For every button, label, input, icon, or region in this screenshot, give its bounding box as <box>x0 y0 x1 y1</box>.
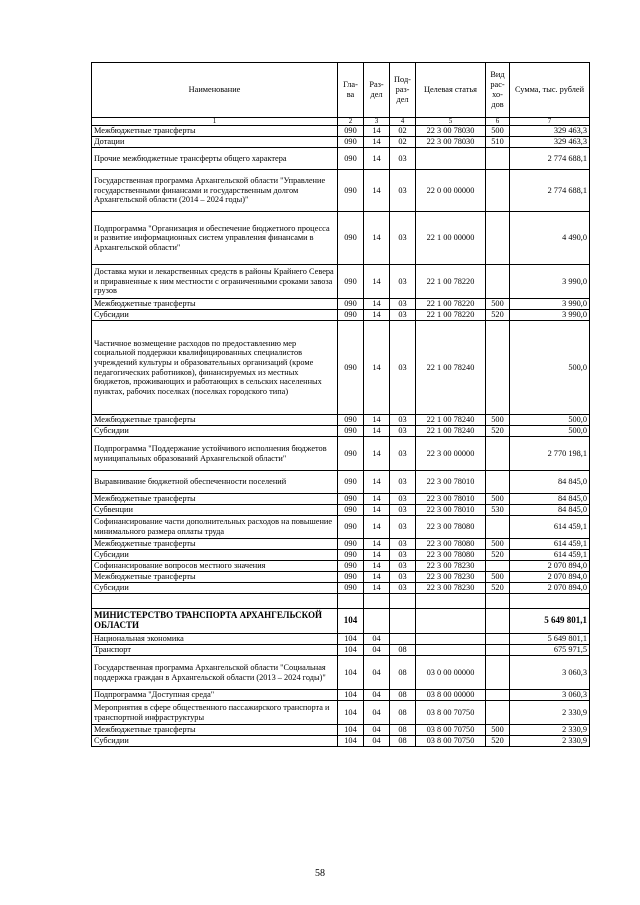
column-number: 5 <box>416 118 486 126</box>
row-section <box>364 594 390 609</box>
column-number: 3 <box>364 118 390 126</box>
row-expense-type: 500 <box>486 725 510 736</box>
row-chapter: 090 <box>338 494 364 505</box>
row-amount: 500,0 <box>510 321 590 415</box>
row-name: Межбюджетные трансферты <box>92 126 338 137</box>
table-row <box>92 539 590 550</box>
row-expense-type <box>486 594 510 609</box>
table-row <box>92 321 590 415</box>
row-name: Субвенции <box>92 505 338 516</box>
row-amount: 3 060,3 <box>510 656 590 690</box>
row-target <box>416 645 486 656</box>
row-section: 14 <box>364 265 390 299</box>
row-target: 03 8 00 70750 <box>416 725 486 736</box>
row-section: 14 <box>364 212 390 265</box>
row-expense-type: 520 <box>486 426 510 437</box>
budget-table <box>91 62 590 747</box>
row-subsection: 03 <box>390 583 416 594</box>
row-expense-type: 500 <box>486 539 510 550</box>
row-chapter: 090 <box>338 212 364 265</box>
table-row <box>92 212 590 265</box>
row-chapter: 090 <box>338 583 364 594</box>
row-section: 14 <box>364 494 390 505</box>
column-number: 2 <box>338 118 364 126</box>
row-expense-type <box>486 645 510 656</box>
row-name: Субсидии <box>92 426 338 437</box>
table-row <box>92 148 590 170</box>
row-target <box>416 148 486 170</box>
table-row <box>92 550 590 561</box>
table-row <box>92 437 590 471</box>
row-subsection: 03 <box>390 561 416 572</box>
row-name: МИНИСТЕРСТВО ТРАНСПОРТА АРХАНГЕЛЬСКОЙ ОБЛАСТИ <box>92 609 338 634</box>
row-expense-type: 500 <box>486 494 510 505</box>
row-name: Государственная программа Архангельской области "Социальная поддержка граждан в Архангельской области (2013 – 2024 годы)" <box>92 656 338 690</box>
row-amount: 500,0 <box>510 415 590 426</box>
row-expense-type: 500 <box>486 126 510 137</box>
row-expense-type: 520 <box>486 310 510 321</box>
row-name: Субсидии <box>92 736 338 747</box>
row-target: 03 0 00 00000 <box>416 656 486 690</box>
row-amount: 3 990,0 <box>510 299 590 310</box>
row-amount: 329 463,3 <box>510 126 590 137</box>
row-target: 22 1 00 78220 <box>416 299 486 310</box>
row-amount: 2 070 894,0 <box>510 583 590 594</box>
row-chapter: 090 <box>338 265 364 299</box>
row-amount: 614 459,1 <box>510 539 590 550</box>
page-number: 58 <box>315 868 325 879</box>
row-amount: 4 490,0 <box>510 212 590 265</box>
row-amount: 3 990,0 <box>510 310 590 321</box>
row-target: 22 1 00 00000 <box>416 212 486 265</box>
row-name: Подпрограмма "Организация и обеспечение бюджетного процесса и развитие информационных систем управления финансами в Архангельской области" <box>92 212 338 265</box>
row-name: Субсидии <box>92 583 338 594</box>
row-section: 04 <box>364 690 390 701</box>
row-name: Выравнивание бюджетной обеспеченности поселений <box>92 471 338 494</box>
row-expense-type <box>486 656 510 690</box>
row-section: 14 <box>364 310 390 321</box>
row-expense-type: 520 <box>486 550 510 561</box>
row-subsection: 03 <box>390 299 416 310</box>
row-target: 03 8 00 70750 <box>416 701 486 725</box>
row-chapter: 104 <box>338 609 364 634</box>
row-target: 22 3 00 78010 <box>416 471 486 494</box>
table-row <box>92 137 590 148</box>
row-expense-type <box>486 148 510 170</box>
row-subsection: 08 <box>390 725 416 736</box>
row-amount: 84 845,0 <box>510 505 590 516</box>
column-number-row <box>92 118 590 126</box>
row-subsection: 02 <box>390 137 416 148</box>
header-row <box>92 63 590 118</box>
header-subsection: Под-раз-дел <box>390 63 416 118</box>
row-name: Подпрограмма "Поддержание устойчивого исполнения бюджетов муниципальных образований Архангельской области" <box>92 437 338 471</box>
table-row <box>92 126 590 137</box>
table-row <box>92 561 590 572</box>
row-section: 14 <box>364 583 390 594</box>
row-chapter: 090 <box>338 572 364 583</box>
table-row <box>92 645 590 656</box>
row-subsection: 08 <box>390 656 416 690</box>
table-row <box>92 725 590 736</box>
row-expense-type <box>486 170 510 212</box>
row-amount: 614 459,1 <box>510 516 590 539</box>
row-target <box>416 594 486 609</box>
row-name: Национальная экономика <box>92 634 338 645</box>
table-row <box>92 415 590 426</box>
table-row <box>92 310 590 321</box>
row-expense-type <box>486 634 510 645</box>
row-chapter: 104 <box>338 634 364 645</box>
row-section <box>364 609 390 634</box>
row-subsection: 08 <box>390 645 416 656</box>
row-target <box>416 634 486 645</box>
row-amount: 3 990,0 <box>510 265 590 299</box>
row-amount: 614 459,1 <box>510 550 590 561</box>
header-target: Целевая статья <box>416 63 486 118</box>
row-amount: 2 330,9 <box>510 725 590 736</box>
header-amount: Сумма, тыс. рублей <box>510 63 590 118</box>
row-chapter: 090 <box>338 505 364 516</box>
row-expense-type: 520 <box>486 736 510 747</box>
row-chapter <box>338 594 364 609</box>
table-row <box>92 426 590 437</box>
table-row <box>92 656 590 690</box>
row-amount: 2 774 688,1 <box>510 148 590 170</box>
row-section: 14 <box>364 415 390 426</box>
row-name: Дотации <box>92 137 338 148</box>
row-section: 14 <box>364 561 390 572</box>
row-name: Межбюджетные трансферты <box>92 494 338 505</box>
row-section: 14 <box>364 516 390 539</box>
row-chapter: 090 <box>338 539 364 550</box>
row-chapter: 090 <box>338 299 364 310</box>
row-expense-type: 500 <box>486 572 510 583</box>
table-row <box>92 609 590 634</box>
row-chapter: 090 <box>338 310 364 321</box>
row-amount <box>510 594 590 609</box>
row-subsection: 03 <box>390 321 416 415</box>
table-row <box>92 572 590 583</box>
row-name: Государственная программа Архангельской области "Управление государственными финансами и государственным долгом Архангельской области (2014 – 2024 годы)" <box>92 170 338 212</box>
row-amount: 2 330,9 <box>510 736 590 747</box>
row-amount: 84 845,0 <box>510 494 590 505</box>
table-row <box>92 170 590 212</box>
table-row <box>92 701 590 725</box>
row-chapter: 090 <box>338 437 364 471</box>
row-amount: 2 330,9 <box>510 701 590 725</box>
row-chapter: 090 <box>338 321 364 415</box>
row-amount: 329 463,3 <box>510 137 590 148</box>
row-chapter: 104 <box>338 701 364 725</box>
row-section: 14 <box>364 148 390 170</box>
row-expense-type: 530 <box>486 505 510 516</box>
table-row <box>92 516 590 539</box>
row-section: 14 <box>364 321 390 415</box>
row-name: Межбюджетные трансферты <box>92 725 338 736</box>
row-section: 14 <box>364 170 390 212</box>
row-amount: 675 971,5 <box>510 645 590 656</box>
row-expense-type <box>486 321 510 415</box>
row-subsection: 03 <box>390 494 416 505</box>
row-subsection: 03 <box>390 426 416 437</box>
row-expense-type <box>486 609 510 634</box>
row-amount: 84 845,0 <box>510 471 590 494</box>
row-name: Субсидии <box>92 550 338 561</box>
header-expense-type: Вид рас-хо-дов <box>486 63 510 118</box>
row-chapter: 090 <box>338 516 364 539</box>
header-name: Наименование <box>92 63 338 118</box>
row-name: Софинансирование вопросов местного значения <box>92 561 338 572</box>
row-chapter: 090 <box>338 170 364 212</box>
row-section: 04 <box>364 634 390 645</box>
row-target: 22 1 00 78240 <box>416 415 486 426</box>
row-target: 22 3 00 78230 <box>416 583 486 594</box>
row-chapter: 090 <box>338 148 364 170</box>
row-expense-type: 520 <box>486 583 510 594</box>
row-target: 22 3 00 78010 <box>416 505 486 516</box>
row-section: 04 <box>364 736 390 747</box>
row-section: 14 <box>364 426 390 437</box>
row-chapter: 104 <box>338 656 364 690</box>
row-expense-type: 500 <box>486 415 510 426</box>
row-expense-type <box>486 437 510 471</box>
row-section: 14 <box>364 550 390 561</box>
row-section: 14 <box>364 437 390 471</box>
row-expense-type <box>486 701 510 725</box>
row-name: Доставка муки и лекарственных средств в районы Крайнего Севера и приравненные к ним местности с ограниченными сроками завоза грузов <box>92 265 338 299</box>
row-amount: 5 649 801,1 <box>510 609 590 634</box>
row-name: Частичное возмещение расходов по предоставлению мер социальной поддержки квалифицированных специалистов учреждений культуры и образовательных организаций (кроме педагогических работников), финансируемых из местных бюджетов, проживающих и работающих в сельских населенных пунктах, рабочих поселках (поселках городского типа) <box>92 321 338 415</box>
row-section: 04 <box>364 656 390 690</box>
row-target: 22 3 00 78010 <box>416 494 486 505</box>
row-amount: 3 060,3 <box>510 690 590 701</box>
row-chapter: 090 <box>338 426 364 437</box>
row-section: 04 <box>364 725 390 736</box>
column-number: 7 <box>510 118 590 126</box>
row-target: 22 3 00 00000 <box>416 437 486 471</box>
column-number: 6 <box>486 118 510 126</box>
row-section: 04 <box>364 645 390 656</box>
row-target: 22 3 00 78030 <box>416 137 486 148</box>
row-expense-type <box>486 516 510 539</box>
row-subsection: 03 <box>390 437 416 471</box>
row-target: 22 3 00 78230 <box>416 572 486 583</box>
row-subsection: 03 <box>390 550 416 561</box>
row-subsection: 02 <box>390 126 416 137</box>
row-expense-type: 510 <box>486 137 510 148</box>
row-name: Мероприятия в сфере общественного пассажирского транспорта и транспортной инфраструктуры <box>92 701 338 725</box>
row-target: 22 1 00 78240 <box>416 426 486 437</box>
table-row <box>92 471 590 494</box>
row-name: Субсидии <box>92 310 338 321</box>
row-subsection: 03 <box>390 516 416 539</box>
row-subsection <box>390 594 416 609</box>
row-subsection: 08 <box>390 701 416 725</box>
row-subsection: 08 <box>390 736 416 747</box>
row-name: Прочие межбюджетные трансферты общего характера <box>92 148 338 170</box>
table-row <box>92 505 590 516</box>
row-name <box>92 594 338 609</box>
row-section: 14 <box>364 539 390 550</box>
row-name: Межбюджетные трансферты <box>92 539 338 550</box>
table-row <box>92 299 590 310</box>
row-chapter: 104 <box>338 645 364 656</box>
row-target <box>416 609 486 634</box>
row-expense-type: 500 <box>486 299 510 310</box>
row-name: Межбюджетные трансферты <box>92 415 338 426</box>
row-target: 22 3 00 78080 <box>416 516 486 539</box>
row-subsection: 03 <box>390 539 416 550</box>
row-target: 03 8 00 70750 <box>416 736 486 747</box>
row-subsection <box>390 634 416 645</box>
header-section: Раз-дел <box>364 63 390 118</box>
row-section: 14 <box>364 471 390 494</box>
table-row <box>92 690 590 701</box>
row-chapter: 090 <box>338 137 364 148</box>
row-chapter: 104 <box>338 725 364 736</box>
row-amount: 2 770 198,1 <box>510 437 590 471</box>
row-subsection: 03 <box>390 265 416 299</box>
row-subsection <box>390 609 416 634</box>
row-expense-type <box>486 690 510 701</box>
row-name: Транспорт <box>92 645 338 656</box>
table-row <box>92 634 590 645</box>
row-section: 14 <box>364 572 390 583</box>
row-expense-type <box>486 471 510 494</box>
row-subsection: 03 <box>390 310 416 321</box>
row-name: Межбюджетные трансферты <box>92 572 338 583</box>
row-chapter: 090 <box>338 415 364 426</box>
row-section: 14 <box>364 505 390 516</box>
row-target: 22 1 00 78220 <box>416 310 486 321</box>
column-number: 1 <box>92 118 338 126</box>
row-target: 22 1 00 78220 <box>416 265 486 299</box>
row-target: 22 1 00 78240 <box>416 321 486 415</box>
row-subsection: 03 <box>390 170 416 212</box>
row-target: 22 3 00 78030 <box>416 126 486 137</box>
row-section: 04 <box>364 701 390 725</box>
row-target: 22 0 00 00000 <box>416 170 486 212</box>
row-subsection: 03 <box>390 415 416 426</box>
row-expense-type <box>486 265 510 299</box>
row-subsection: 03 <box>390 505 416 516</box>
row-amount: 2 070 894,0 <box>510 572 590 583</box>
table-row <box>92 583 590 594</box>
row-amount: 500,0 <box>510 426 590 437</box>
row-name: Подпрограмма "Доступная среда" <box>92 690 338 701</box>
row-subsection: 03 <box>390 212 416 265</box>
row-section: 14 <box>364 299 390 310</box>
row-expense-type <box>486 212 510 265</box>
row-amount: 5 649 801,1 <box>510 634 590 645</box>
header-chapter: Гла-ва <box>338 63 364 118</box>
row-subsection: 03 <box>390 572 416 583</box>
table-row <box>92 265 590 299</box>
row-chapter: 104 <box>338 690 364 701</box>
row-subsection: 08 <box>390 690 416 701</box>
row-chapter: 090 <box>338 471 364 494</box>
table-row <box>92 494 590 505</box>
row-amount: 2 774 688,1 <box>510 170 590 212</box>
row-target: 22 3 00 78080 <box>416 539 486 550</box>
row-target: 03 8 00 00000 <box>416 690 486 701</box>
row-section: 14 <box>364 137 390 148</box>
column-number: 4 <box>390 118 416 126</box>
table-row <box>92 736 590 747</box>
row-section: 14 <box>364 126 390 137</box>
row-name: Межбюджетные трансферты <box>92 299 338 310</box>
row-chapter: 090 <box>338 550 364 561</box>
row-amount: 2 070 894,0 <box>510 561 590 572</box>
row-expense-type <box>486 561 510 572</box>
row-chapter: 090 <box>338 126 364 137</box>
table-row <box>92 594 590 609</box>
row-chapter: 104 <box>338 736 364 747</box>
row-subsection: 03 <box>390 148 416 170</box>
row-subsection: 03 <box>390 471 416 494</box>
row-target: 22 3 00 78230 <box>416 561 486 572</box>
row-target: 22 3 00 78080 <box>416 550 486 561</box>
row-name: Софинансирование части дополнительных расходов на повышение минимального размера оплаты труда <box>92 516 338 539</box>
row-chapter: 090 <box>338 561 364 572</box>
